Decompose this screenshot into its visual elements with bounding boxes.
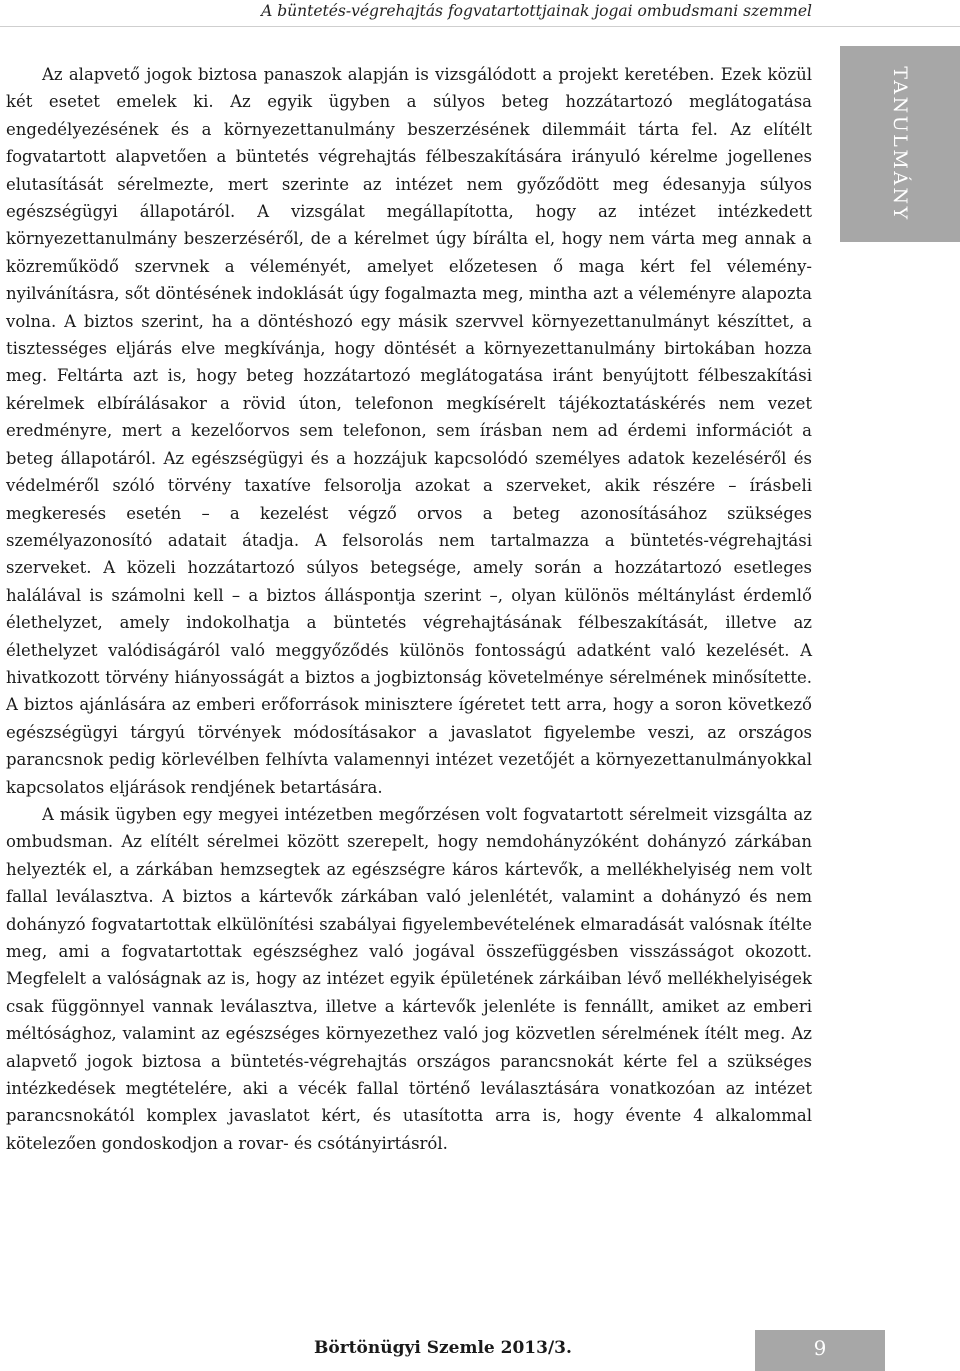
section-label: TANULMÁNY [889,66,911,222]
paragraph-2: A másik ügyben egy megyei intézetben megőrzésen volt fogvatartott sérelmeit vizsgálta az ombudsman. Az elítélt sérelmei között szerepelt, hogy nemdohányzóként dohányzó zárkában helyezték el, a zárkában hemzsegtek az egészségre káros kártevők, a mellékhelyiség nem volt fallal leválasztva. A biztos a kártevők zárkában való jelenlétét, valamint a dohányzó és nem dohányzó fogvatartottak elkülönítési szabályai figyelembevételének elmaradását valósnak ítélte meg, ami a fogvatartottak egészséghez való jogával összefüggésben visszásságot okozott. Megfelelt a valóságnak az is, hogy az intézet egyik épületének zárkáiban lévő mellékhelyiségek csak függönnyel vannak leválasztva, illetve a kártevők jelenléte is fennállt, amiket az emberi méltósághoz, valamint az egészséges környezethez való jog közvetlen sérelmének ítélt meg. Az alapvető jogok biztosa a büntetés-végrehajtás országos parancsnokát kérte fel a szükséges intézkedések megtételére, aki a vécék fallal történő leválasztására vonatkozóan az intézet parancsnokától komplex javaslatot kért, és utasította arra is, hogy évente 4 alkalommal kötelezően gondoskodjon a rovar- és csótányirtásról. [6,804,812,1153]
paragraph-1: Az alapvető jogok biztosa panaszok alapján is vizsgálódott a projekt keretében. Ezek közül két esetet emelek ki. Az egyik ügyben a súlyos beteg hozzátartozó meglátogatása engedélyezésének és a környezettanulmány beszerzésének dilemmáit tárta fel. Az elítélt fogvatartott alapvetően a büntetés végrehajtás félbeszakítására irányuló kérelme jogellenes elutasítását sérelmezte, mert szerinte az intézet nem győződött meg édesanyja súlyos egészségügyi állapotáról. A vizsgálat megállapította, hogy az intézet intézkedett környezettanulmány beszerzéséről, de a kérelmet úgy bírálta el, hogy nem várta meg annak a közreműködő szervnek a véleményét, amelyet előzetesen ő maga kért fel vélemény-nyilvánításra, sőt döntésének indoklását úgy fogalmazta meg, mintha azt a véleményre alapozta volna. A biztos szerint, ha a döntéshozó egy másik szervvel környezettanulmányt készíttet, a tisztességes eljárás elve megkívánja, hogy döntését a környezettanulmány birtokában hozza meg. Feltárta azt is, hogy beteg hozzátartozó meglátogatása iránt benyújtott félbeszakítási kérelmek elbírálásakor a rövid úton, telefonon megkísérelt tájékoztatáskérés nem vezet eredményre, mert a kezelőorvos sem telefonon, sem írásban nem ad érdemi információt a beteg állapotáról. Az egészségügyi és a hozzájuk kapcsolódó személyes adatok kezeléséről és védelméről szóló törvény taxatíve felsorolja azokat a szerveket, akik részére – írásbeli megkeresés esetén – a kezelést végző orvos a beteg azonosításához szükséges személyazonosító adatait átadja. A felsorolás nem tartalmazza a büntetés-végrehajtási szerveket. A közeli hozzátartozó súlyos betegsége, amely során a hozzátartozó esetleges halálával is számolni kell – a biztos álláspontja szerint –, olyan különös méltánylást érdemlő élethelyzet, amely indokolhatja a büntetés végrehajtásának félbeszakítását, illetve az élethelyzet valódiságáról való meggyőződés különös fontosságú adatként való kezelését. A hivatkozott törvény hiányosságát a biztos a jogbiztonság követelménye sérelmének minősítette. A biztos ajánlására az emberi erőforrások minisztere ígéretet tett arra, hogy a soron következő egészségügyi tárgyú törvények módosításakor a javaslatot figyelembe veszi, az országos parancsnok pedig körlevélben felhívta valamennyi intézet vezetőjét a környezettanulmányokkal kapcsolatos eljárások rendjének betartására. [6,65,812,797]
running-title: A büntetés-végrehajtás fogvatartottjainak jogai ombudsmani szemmel [261,2,812,20]
section-tab [840,46,960,242]
page-number-box [755,1330,885,1371]
page-number: 9 [813,1336,827,1360]
article-body [6,61,812,1157]
journal-name: Börtönügyi Szemle 2013/3. [314,1338,572,1358]
page-header [0,0,960,27]
